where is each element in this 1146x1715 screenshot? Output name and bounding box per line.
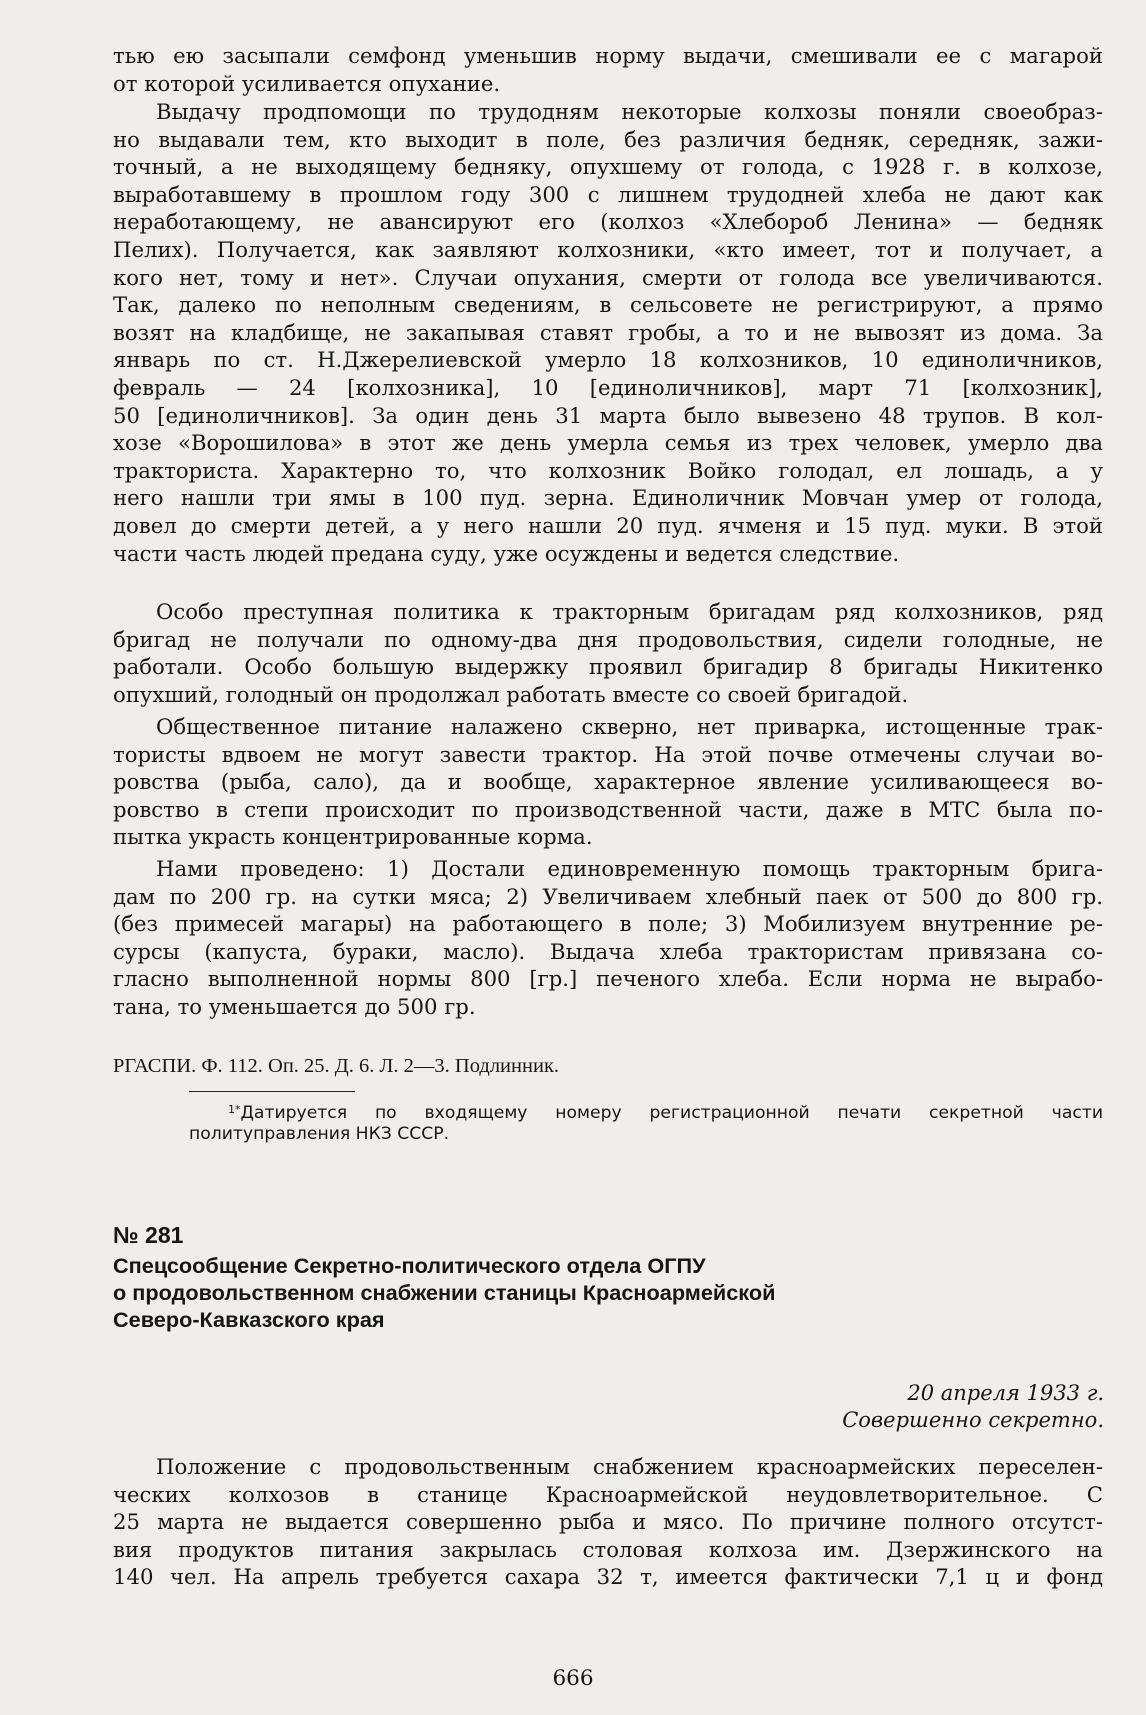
footnote-line: [189, 1098, 1103, 1122]
paragraph-measures-taken: [113, 855, 1103, 1021]
text-line: неработающему, не авансируют его (колхоз «Хлебороб Ленина» — бедняк: [113, 209, 1103, 235]
text-line: опухший, голодный он продолжал работать вместе со своей бригадой.: [113, 681, 909, 707]
text-line: пытка украсть концентрированные корма.: [113, 824, 593, 850]
footnote-line: политуправления НКЗ СССР.: [189, 1124, 450, 1144]
text-line: выработавшему в прошлом году 300 с лишнем трудодней хлеба не дают как: [113, 181, 1103, 207]
document-title: [113, 1252, 993, 1333]
paragraph-continuation: [113, 42, 1103, 97]
text-line: кого нет, тому и нет». Случаи опухания, смерти от голода все увеличиваются.: [113, 264, 1103, 290]
footnote: [189, 1098, 1103, 1146]
page-number: 666: [552, 1666, 594, 1691]
text-line: тана, то уменьшается до 500 гр.: [113, 993, 476, 1019]
paragraph-tractor-brigades: [113, 598, 1103, 708]
text-line: Так, далеко по неполным сведениям, в сельсовете не регистрируют, а прямо: [113, 292, 1103, 318]
title-line: Северо-Кавказского края: [113, 1307, 385, 1332]
archive-source-reference: РГАСПИ. Ф. 112. Оп. 25. Д. 6. Л. 2—3. Подлинник.: [113, 1055, 560, 1077]
text-line: Пелих). Получается, как заявляют колхозники, «кто имеет, тот и получает, а: [113, 236, 1103, 262]
text-line: него нашли три ямы в 100 пуд. зерна. Единоличник Мовчан умер от голода,: [113, 485, 1103, 511]
document-date: 20 апреля 1933 г.: [907, 1381, 1104, 1405]
footnote-text: Датируется по входящему номеру регистрационной печати секретной части: [240, 1103, 1103, 1122]
text-line: от которой усиливается опухание.: [113, 70, 501, 96]
text-line: январь по ст. Н.Джерелиевской умерло 18 колхозников, 10 единоличников,: [113, 347, 1103, 373]
text-line: (без примесей магары) на работающего в поле; 3) Мобилизуем внутренние ре-: [113, 911, 1103, 937]
title-line: Спецсообщение Секретно-политического отдела ОГПУ: [113, 1253, 706, 1278]
text-line: возят на кладбище, не закапывая ставят гробы, а то и не вывозят из дома. За: [113, 319, 1103, 345]
text-line: довел до смерти детей, а у него нашли 20 пуд. ячменя и 15 пуд. муки. В этой: [113, 512, 1103, 538]
text-line: Особо преступная политика к тракторным бригадам ряд колхозников, ряд: [156, 599, 1103, 624]
text-line: но выдавали тем, кто выходит в поле, без различия бедняк, середняк, зажи-: [113, 126, 1103, 152]
text-line: гласно выполненной нормы 800 [гр.] печеного хлеба. Если норма не вырабо-: [113, 966, 1103, 992]
text-line: февраль — 24 [колхозника], 10 [единоличников], март 71 [колхозник],: [113, 374, 1103, 400]
text-line: бригад не получали по одному-два дня продовольствия, сидели голодные, не: [113, 626, 1103, 652]
text-line: тью ею засыпали семфонд уменьшив норму выдачи, смешивали ее с магарой: [113, 43, 1103, 68]
text-line: тористы вдвоем не могут завести трактор. На этой почве отмечены случаи во-: [113, 741, 1103, 767]
text-line: ровство в степи происходит по производственной части, даже в МТС была по-: [113, 796, 1103, 822]
text-line: работали. Особо большую выдержку проявил бригадир 8 бригады Никитенко: [113, 654, 1103, 680]
footnote-marker: 1*: [228, 1103, 241, 1116]
paragraph-supply-situation: [113, 1453, 1103, 1591]
text-line: тракториста. Характерно то, что колхозник Войко голодал, ел лошадь, а у: [113, 457, 1103, 483]
text-line: хозе «Ворошилова» в этот же день умерла семья из трех человек, умерло два: [113, 430, 1103, 456]
document-number: № 281: [113, 1222, 184, 1248]
paragraph-public-catering: [113, 713, 1103, 851]
text-line: 140 чел. На апрель требуется сахара 32 т, имеется фактически 7,1 ц и фонд: [113, 1564, 1103, 1590]
text-line: Нами проведено: 1) Достали единовременную помощь тракторным брига-: [156, 856, 1103, 881]
text-line: сурсы (капуста, бураки, масло). Выдача хлеба трактористам привязана со-: [113, 938, 1103, 964]
text-line: Общественное питание налажено скверно, нет приварка, истощенные трак-: [156, 714, 1103, 739]
text-line: вия продуктов питания закрылась столовая колхоза им. Дзержинского на: [113, 1536, 1103, 1562]
text-line: ровства (рыба, сало), да и вообще, характерное явление усиливающееся во-: [113, 769, 1103, 795]
text-line: Положение с продовольственным снабжением красноармейских переселен-: [156, 1454, 1103, 1479]
text-line: дам по 200 гр. на сутки мяса; 2) Увеличиваем хлебный паек от 500 до 800 гр.: [113, 883, 1103, 909]
footnote-divider: [189, 1091, 355, 1092]
text-line: точный, а не выходящему бедняку, опухшему от голода, с 1928 г. в колхозе,: [113, 154, 1103, 180]
classification-mark: Совершенно секретно.: [842, 1408, 1104, 1432]
text-line: Выдачу продпомощи по трудодням некоторые колхозы поняли своеобраз-: [156, 99, 1103, 124]
text-line: 50 [единоличников]. За один день 31 марта было вывезено 48 трупов. В кол-: [113, 402, 1103, 428]
text-line: части часть людей предана суду, уже осуждены и ведется следствие.: [113, 540, 900, 566]
title-line: о продовольственном снабжении станицы Красноармейской: [113, 1280, 776, 1305]
text-line: 25 марта не выдается совершенно рыба и мясо. По причине полного отсутст-: [113, 1509, 1103, 1535]
text-line: ческих колхозов в станице Красноармейской неудовлетворительное. С: [113, 1481, 1103, 1507]
paragraph-distribution: [113, 98, 1103, 567]
